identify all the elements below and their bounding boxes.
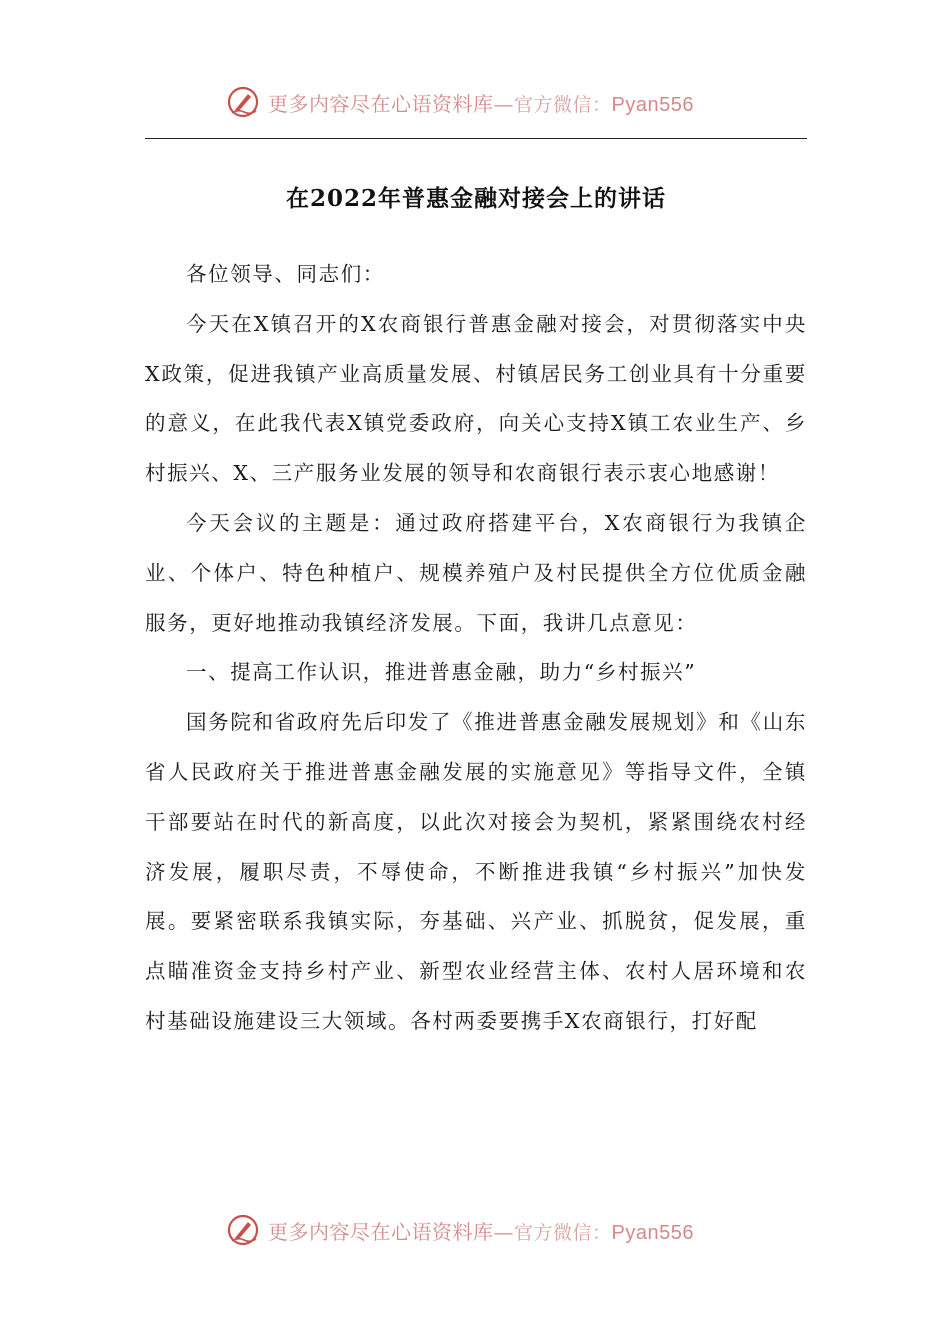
pen-circle-logo-icon xyxy=(226,1213,260,1247)
header-banner-text xyxy=(268,88,694,117)
header-watermark-banner xyxy=(226,80,746,124)
banner-slogan: 更多内容尽在心语资料库— xyxy=(268,91,514,116)
header-divider xyxy=(145,138,807,139)
wechat-id: Pyan556 xyxy=(611,1221,694,1244)
document-title: 在2022年普惠金融对接会上的讲话 xyxy=(285,185,666,212)
wechat-label: 官方微信： xyxy=(514,93,612,116)
document-body xyxy=(145,250,807,1047)
paragraph-salutation: 各位领导、同志们： xyxy=(186,262,385,286)
banner-slogan: 更多内容尽在心语资料库— xyxy=(268,1219,514,1244)
paragraph-theme: 今天会议的主题是：通过政府搭建平台，X农商银行为我镇企业、个体户、特色种植户、规模养殖户及村民提供全方位优质金融服务，更好地推动我镇经济发展。下面，我讲几点意见： xyxy=(145,510,807,635)
footer-banner-text xyxy=(268,1216,694,1245)
section-heading-1: 一、提高工作认识，推进普惠金融，助力“乡村振兴” xyxy=(186,660,697,685)
footer-watermark-banner xyxy=(226,1208,746,1252)
wechat-id: Pyan556 xyxy=(611,93,694,116)
pen-circle-logo-icon xyxy=(226,85,260,119)
paragraph-section-1: 国务院和省政府先后印发了《推进普惠金融发展规划》和《山东省人民政府关于推进普惠金融发展的实施意见》等指导文件，全镇干部要站在时代的新高度，以此次对接会为契机，紧紧围绕农村经济发展，履职尽责，不辱使命，不断推进我镇“乡村振兴”加快发展。要紧密联系我镇实际，夯基础、兴产业、抓脱贫，促发展，重点瞄准资金支持乡村产业、新型农业经营主体、农村人居环境和农村基础设施建设三大领域。各村两委要携手X农商银行，打好配 xyxy=(145,710,807,1033)
wechat-label: 官方微信： xyxy=(514,1221,612,1244)
paragraph-opening: 今天在X镇召开的X农商银行普惠金融对接会，对贯彻落实中央X政策，促进我镇产业高质量发展、村镇居民务工创业具有十分重要的意义，在此我代表X镇党委政府，向关心支持X镇工农业生产、乡村振兴、X、三产服务业发展的领导和农商银行表示衷心地感谢！ xyxy=(145,311,807,486)
